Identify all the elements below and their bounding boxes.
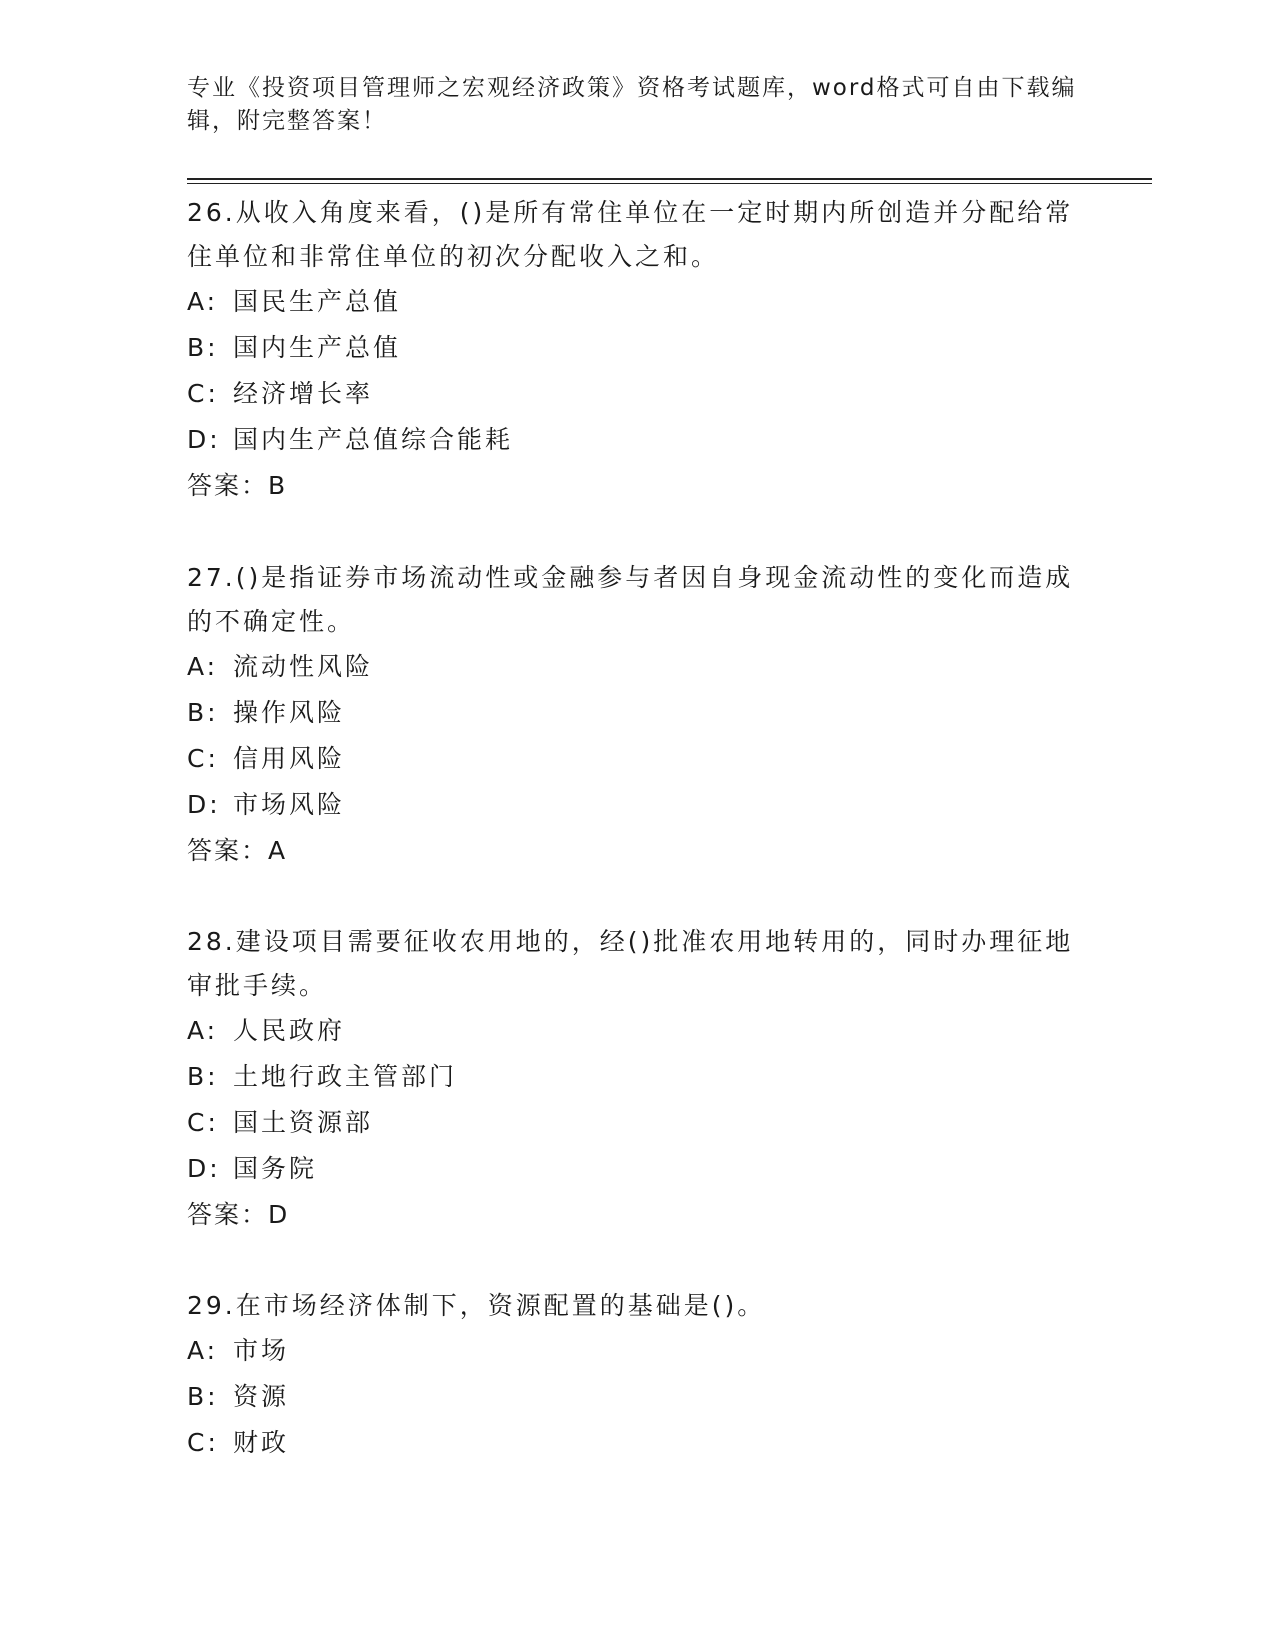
option-text: 国务院: [233, 1154, 318, 1183]
option-a: [187, 279, 1087, 325]
option-text: 市场风险: [233, 790, 346, 819]
option-text: 信用风险: [233, 744, 346, 773]
option-key: B:: [187, 1382, 219, 1411]
option-key: B:: [187, 333, 219, 362]
question-stem: 26.从收入角度来看，()是所有常住单位在一定时期内所创造并分配给常住单位和非常住单位的初次分配收入之和。: [187, 198, 1074, 271]
option-key: A:: [187, 1016, 219, 1045]
option-text: 操作风险: [233, 698, 346, 727]
answer-line: 答案：D: [187, 1200, 290, 1229]
option-key: D:: [187, 1154, 221, 1183]
question-29: [187, 1284, 1087, 1466]
option-text: 国内生产总值综合能耗: [233, 425, 514, 454]
option-key: B:: [187, 698, 219, 727]
question-stem: 28.建设项目需要征收农用地的，经()批准农用地转用的，同时办理征地审批手续。: [187, 927, 1074, 1000]
option-key: D:: [187, 425, 221, 454]
question-26: [187, 191, 1087, 509]
option-c: [187, 1420, 1087, 1466]
option-key: B:: [187, 1062, 219, 1091]
option-text: 国民生产总值: [233, 287, 402, 316]
option-text: 土地行政主管部门: [233, 1062, 458, 1091]
question-28: [187, 920, 1087, 1238]
option-c: [187, 371, 1087, 417]
option-b: [187, 1374, 1087, 1420]
option-key: C:: [187, 744, 219, 773]
option-text: 国土资源部: [233, 1108, 374, 1137]
option-a: [187, 644, 1087, 690]
question-stem: 29.在市场经济体制下，资源配置的基础是()。: [187, 1291, 766, 1320]
answer-line: 答案：B: [187, 471, 288, 500]
option-text: 经济增长率: [233, 379, 374, 408]
answer-line: 答案：A: [187, 836, 288, 865]
option-b: [187, 1054, 1087, 1100]
option-text: 国内生产总值: [233, 333, 402, 362]
option-key: C:: [187, 379, 219, 408]
option-text: 财政: [233, 1428, 290, 1457]
option-key: A:: [187, 1336, 219, 1365]
question-stem: 27.()是指证券市场流动性或金融参与者因自身现金流动性的变化而造成的不确定性。: [187, 563, 1074, 636]
option-key: D:: [187, 790, 221, 819]
option-c: [187, 736, 1087, 782]
question-27: [187, 556, 1087, 874]
option-a: [187, 1328, 1087, 1374]
option-key: C:: [187, 1428, 219, 1457]
option-a: [187, 1008, 1087, 1054]
option-b: [187, 690, 1087, 736]
header-divider-thin: [187, 183, 1152, 184]
option-text: 流动性风险: [233, 652, 374, 681]
option-d: [187, 417, 1087, 463]
document-header: 专业《投资项目管理师之宏观经济政策》资格考试题库，word格式可自由下载编辑，附完整答案！: [187, 75, 1077, 134]
option-c: [187, 1100, 1087, 1146]
option-key: A:: [187, 652, 219, 681]
option-d: [187, 782, 1087, 828]
option-text: 人民政府: [233, 1016, 346, 1045]
option-text: 资源: [233, 1382, 290, 1411]
header-divider: [187, 178, 1152, 180]
option-d: [187, 1146, 1087, 1192]
option-b: [187, 325, 1087, 371]
option-text: 市场: [233, 1336, 290, 1365]
option-key: A:: [187, 287, 219, 316]
option-key: C:: [187, 1108, 219, 1137]
